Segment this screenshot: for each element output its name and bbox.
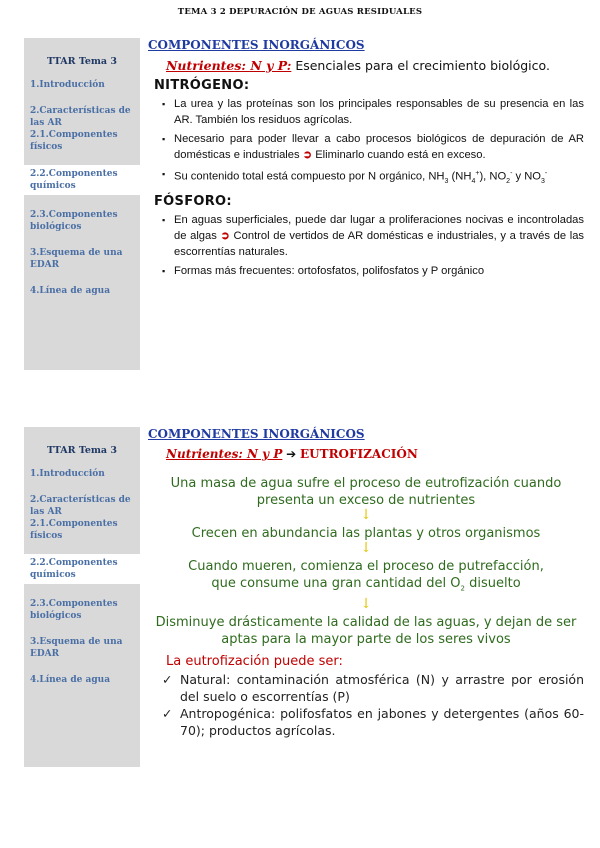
eutrophication-types-list (148, 671, 584, 739)
flow-text: Cuando mueren, comienza el proceso de putrefacción, que consume una gran cantidad del O (188, 559, 544, 591)
down-arrow-icon: ↓ (360, 595, 372, 612)
slide-1 (24, 38, 584, 370)
document-header: TEMA 3 2 DEPURACIÓN DE AGUAS RESIDUALES (177, 7, 423, 17)
slide-1-sidebar (24, 38, 140, 370)
bullet-icon: ▪ (162, 214, 166, 225)
nutrients-label: Nutrientes: N y P (166, 447, 283, 461)
section-title: COMPONENTES INORGÁNICOS (148, 427, 365, 441)
check-icon: ✓ (162, 671, 173, 687)
bullet-icon: ▪ (162, 169, 166, 179)
phosphorus-heading: FÓSFORO: (154, 193, 232, 209)
list-item-text: (NH (448, 170, 472, 183)
bullet-icon: ▪ (162, 134, 166, 144)
list-item-text: Control de vertidos de AR domésticas e industriales, y a través de las escorrentías naturales. (174, 229, 585, 258)
flow-step-4: Disminuye drásticamente la calidad de las aguas, y dejan de ser aptas para la mayor parte de los seres vivos (155, 614, 577, 647)
nitrogen-heading: NITRÓGENO: (154, 78, 250, 93)
sidebar-item-quimicos[interactable]: 2.2.Componentes químicos (24, 165, 140, 195)
sidebar-item-caracteristicas[interactable] (24, 105, 140, 153)
list-item (162, 166, 584, 190)
superscript: - (544, 170, 548, 177)
bullet-icon: ▪ (162, 99, 166, 109)
list-item-text: Natural: contaminación atmosférica (N) y arrastre por erosión del suelo o escorrentías (P) (180, 671, 584, 704)
curved-arrow-icon: ➲ (220, 229, 230, 242)
sidebar-item-fisicos[interactable]: 2.1.Componentes físicos (30, 130, 118, 152)
list-item-text: Su contenido total está compuesto por N orgánico, NH (174, 170, 445, 183)
nutrients-line (148, 58, 584, 73)
list-item (162, 96, 584, 128)
sidebar-title: TTAR Tema 3 (46, 56, 117, 67)
subscript: 4 (471, 177, 476, 185)
flow-text: disuelto (464, 576, 521, 591)
list-item (162, 131, 584, 163)
nutrients-text: Esenciales para el crecimiento biológico. (291, 58, 550, 73)
subscript: 3 (444, 177, 449, 185)
list-item (162, 705, 584, 739)
phosphorus-list (148, 212, 584, 279)
right-arrow-icon: ➔ (282, 447, 301, 461)
list-item-text: ), NO (479, 170, 507, 183)
nutrients-label: Nutrientes: N y P: (166, 58, 292, 73)
flow-step-3 (148, 558, 584, 598)
sidebar-item-quimicos[interactable]: 2.2.Componentes químicos (24, 554, 140, 584)
list-item-text: Eliminarlo cuando está en exceso. (312, 149, 486, 161)
nitrogen-list (148, 96, 584, 190)
sidebar-item-linea-agua[interactable]: 4.Línea de agua (30, 286, 111, 296)
slide-2 (24, 427, 584, 767)
down-arrow-icon: ↓ (360, 540, 372, 556)
list-item (162, 671, 584, 705)
list-item-text: En aguas superficiales, puede dar lugar a proliferaciones nocivas e incontroladas de algas (174, 213, 584, 242)
flow-step-1: Una masa de agua sufre el proceso de eutrofización cuando presenta un exceso de nutrientes (170, 476, 562, 508)
slide-2-sidebar (24, 427, 140, 767)
sidebar-item-introduccion[interactable]: 1.Introducción (30, 80, 105, 90)
list-item-text: y NO (512, 170, 542, 183)
list-item-text: Necesario para poder llevar a cabo procesos biológicos de depuración de AR domésticas e industriales (174, 133, 584, 161)
check-icon: ✓ (162, 705, 173, 721)
list-item (162, 212, 584, 260)
subscript: 2 (506, 177, 511, 185)
list-item-text: Formas más frecuentes: ortofosfatos, polifosfatos y P orgánico (174, 264, 485, 277)
sidebar-item-label: 2.Características de las AR (30, 495, 131, 517)
bullet-icon: ▪ (162, 265, 166, 276)
sidebar-title: TTAR Tema 3 (46, 445, 117, 456)
sidebar-item-label: 2.Características de las AR (30, 106, 131, 128)
list-item-text: Antropogénica: polifosfatos en jabones y detergentes (años 60-70); productos agrícolas. (180, 705, 584, 738)
eutrophication-word: EUTROFIZACIÓN (300, 447, 418, 461)
superscript: - (510, 170, 513, 177)
sidebar-item-fisicos[interactable]: 2.1.Componentes físicos (30, 519, 118, 541)
sidebar-item-edar[interactable]: 3.Esquema de una EDAR (30, 637, 123, 659)
superscript: + (475, 170, 480, 177)
sidebar-item-introduccion[interactable]: 1.Introducción (30, 469, 105, 479)
list-item-text: La urea y las proteínas son los principales responsables de su presencia en las AR. También los residuos agrícolas. (174, 98, 584, 126)
slide-1-content (148, 38, 584, 282)
sidebar-item-linea-agua[interactable]: 4.Línea de agua (30, 675, 111, 685)
subscript: 3 (541, 177, 545, 185)
eutrophication-types-heading: La eutrofización puede ser: (166, 653, 343, 669)
slide-2-content (148, 427, 584, 739)
sidebar-item-caracteristicas[interactable] (24, 494, 140, 542)
flow-step-2: Crecen en abundancia las plantas y otros organismos (191, 526, 541, 541)
sidebar-item-edar[interactable]: 3.Esquema de una EDAR (30, 248, 123, 270)
sidebar-item-biologicos[interactable]: 2.3.Componentes biológicos (30, 210, 118, 232)
list-item (162, 263, 584, 279)
sidebar-item-biologicos[interactable]: 2.3.Componentes biológicos (30, 599, 118, 621)
curved-arrow-icon: ➲ (302, 149, 313, 161)
section-title: COMPONENTES INORGÁNICOS (148, 38, 365, 52)
down-arrow-icon: ↓ (360, 507, 372, 523)
eutrophication-title (148, 447, 584, 461)
subscript: 2 (460, 584, 465, 593)
